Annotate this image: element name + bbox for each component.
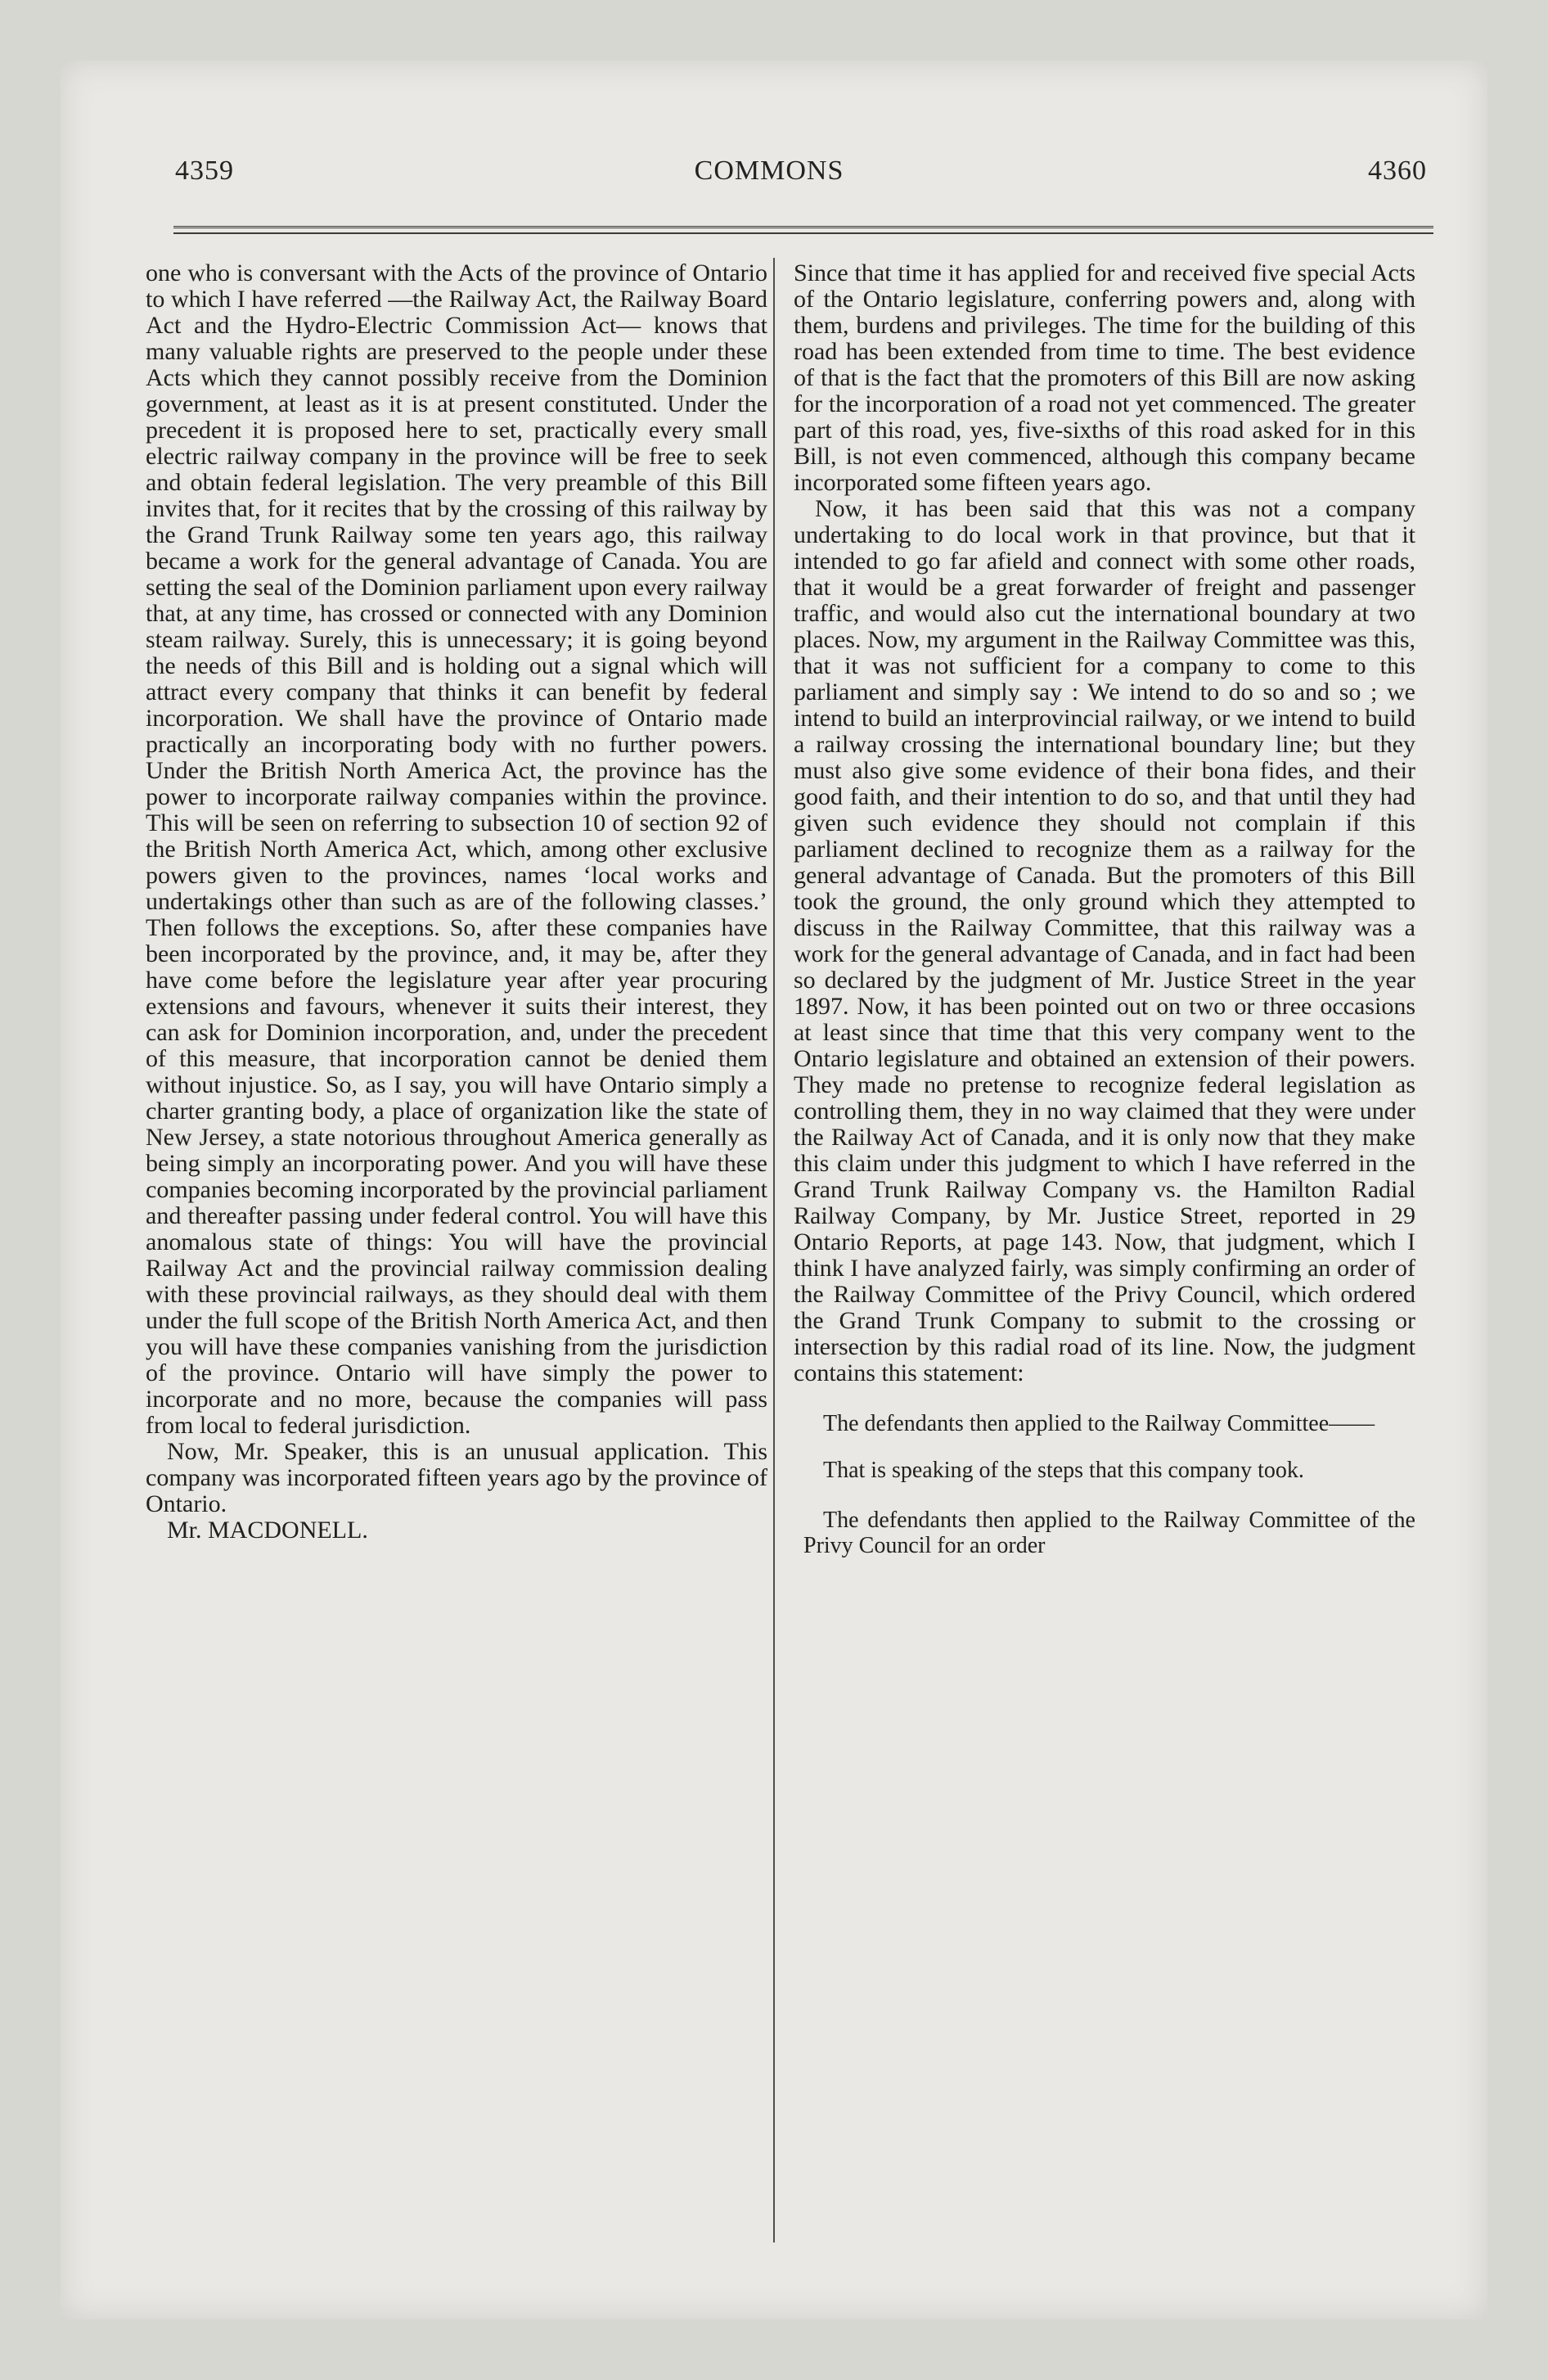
header-rule-bottom xyxy=(173,232,1433,234)
left-column xyxy=(146,260,767,1544)
page-header xyxy=(111,156,1427,192)
left-page-number: 4359 xyxy=(175,156,234,186)
right-paragraph-1: Since that time it has applied for and received five special Acts of the Ontario legislature, conferring powers and, along with them, burdens and privileges. The time for the building of this road has been extended from time to time. The best evidence of that is the fact that the promoters of this Bill are now asking for the incorporation of a road not yet commenced. The greater part of this road, yes, five-sixths of this road asked for in this Bill, is not even commenced, although this company became incorporated some fifteen years ago. xyxy=(794,259,1415,496)
quoted-passage-2 xyxy=(794,1508,1415,1558)
right-page-number: 4360 xyxy=(1368,156,1427,186)
right-paragraph-3: That is speaking of the steps that this company took. xyxy=(823,1458,1304,1483)
quoted-passage-1 xyxy=(794,1411,1415,1436)
speaker-name: Mr. MACDONELL. xyxy=(167,1517,368,1544)
left-paragraph-2: Now, Mr. Speaker, this is an unusual application. This company was incorporated fifteen years ago by the province of Ontario. xyxy=(146,1438,767,1517)
commentary-block xyxy=(794,1458,1415,1483)
column-divider xyxy=(773,258,775,2243)
quote-text-1: The defendants then applied to the Railway Committee—— xyxy=(823,1411,1375,1436)
right-column xyxy=(794,260,1415,1558)
running-head-title: COMMONS xyxy=(694,156,844,186)
right-paragraph-2: Now, it has been said that this was not a company undertaking to do local work in that province, but that it intended to go far afield and connect with some other roads, that it would be a great forwarder of freight and passenger traffic, and would also cut the international boundary at two places. Now, my argument in the Railway Committee was this, that it was not sufficient for a company to come to this parliament and simply say : We intend to do so and so ; we intend to build an interprovincial railway, or we intend to build a railway crossing the international boundary line; but they must also give some evidence of their bona fides, and their good faith, and their intention to do so, and that until they had given such evidence they should not complain if this parliament declined to recognize them as a railway for the general advantage of Canada. But the promoters of this Bill took the ground, the only ground which they attempted to discuss in the Railway Committee, that this railway was a work for the general advantage of Canada, and in fact had been so declared by the judgment of Mr. Justice Street in the year 1897. Now, it has been pointed out on two or three occasions at least since that time that this very company went to the Ontario legislature and obtained an extension of their powers. They made no pretense to recognize federal legislation as controlling them, they in no way claimed that they were under the Railway Act of Canada, and it is only now that they make this claim under this judgment to which I have referred in the Grand Trunk Railway Company vs. the Hamilton Radial Railway Company, by Mr. Justice Street, reported in 29 Ontario Reports, at page 143. Now, that judgment, which I think I have analyzed fairly, was simply confirming an order of the Railway Committee of the Privy Council, which ordered the Grand Trunk Company to submit to the crossing or intersection by this radial road of its line. Now, the judgment contains this statement: xyxy=(794,495,1415,1386)
header-rule-top xyxy=(173,226,1433,228)
left-paragraph-1: one who is conversant with the Acts of the province of Ontario to which I have referred —the Railway Act, the Railway Board Act and the Hydro-Electric Commission Act— knows that many valuable rights are preserved to the people under these Acts which they cannot possibly receive from the Dominion government, at least as it is at present constituted. Under the precedent it is proposed here to set, practically every small electric railway company in the province will be free to seek and obtain federal legislation. The very preamble of this Bill invites that, for it recites that by the crossing of this railway by the Grand Trunk Railway some ten years ago, this railway became a work for the general advantage of Canada. You are setting the seal of the Dominion parliament upon every railway that, at any time, has crossed or connected with any Dominion steam railway. Surely, this is unnecessary; it is going beyond the needs of this Bill and is holding out a signal which will attract every company that thinks it can benefit by federal incorporation. We shall have the province of Ontario made practically an incorporating body with no further powers. Under the British North America Act, the province has the power to incorporate railway companies within the province. This will be seen on referring to subsection 10 of section 92 of the British North America Act, which, among other exclusive powers given to the provinces, names ‘local works and undertakings other than such as are of the following classes.’ Then follows the exceptions. So, after these companies have been incorporated by the province, and, it may be, after they have come before the legislature year after year procuring extensions and favours, whenever it suits their interest, they can ask for Dominion incorporation, and, under the precedent of this measure, that incorporation cannot be denied them without injustice. So, as I say, you will have Ontario simply a charter granting body, a place of organization like the state of New Jersey, a state notorious throughout America generally as being simply an incorporating power. And you will have these companies becoming incorporated by the provincial parliament and thereafter passing under federal control. You will have this anomalous state of things: You will have the provincial Railway Act and the provincial railway commission dealing with these provincial railways, as they should deal with them under the full scope of the British North America Act, and then you will have these companies vanishing from the jurisdiction of the province. Ontario will have simply the power to incorporate and no more, because the companies will pass from local to federal jurisdiction. xyxy=(146,259,767,1439)
quote-text-2: The defendants then applied to the Railway Committee of the Privy Council for an order xyxy=(803,1508,1415,1558)
